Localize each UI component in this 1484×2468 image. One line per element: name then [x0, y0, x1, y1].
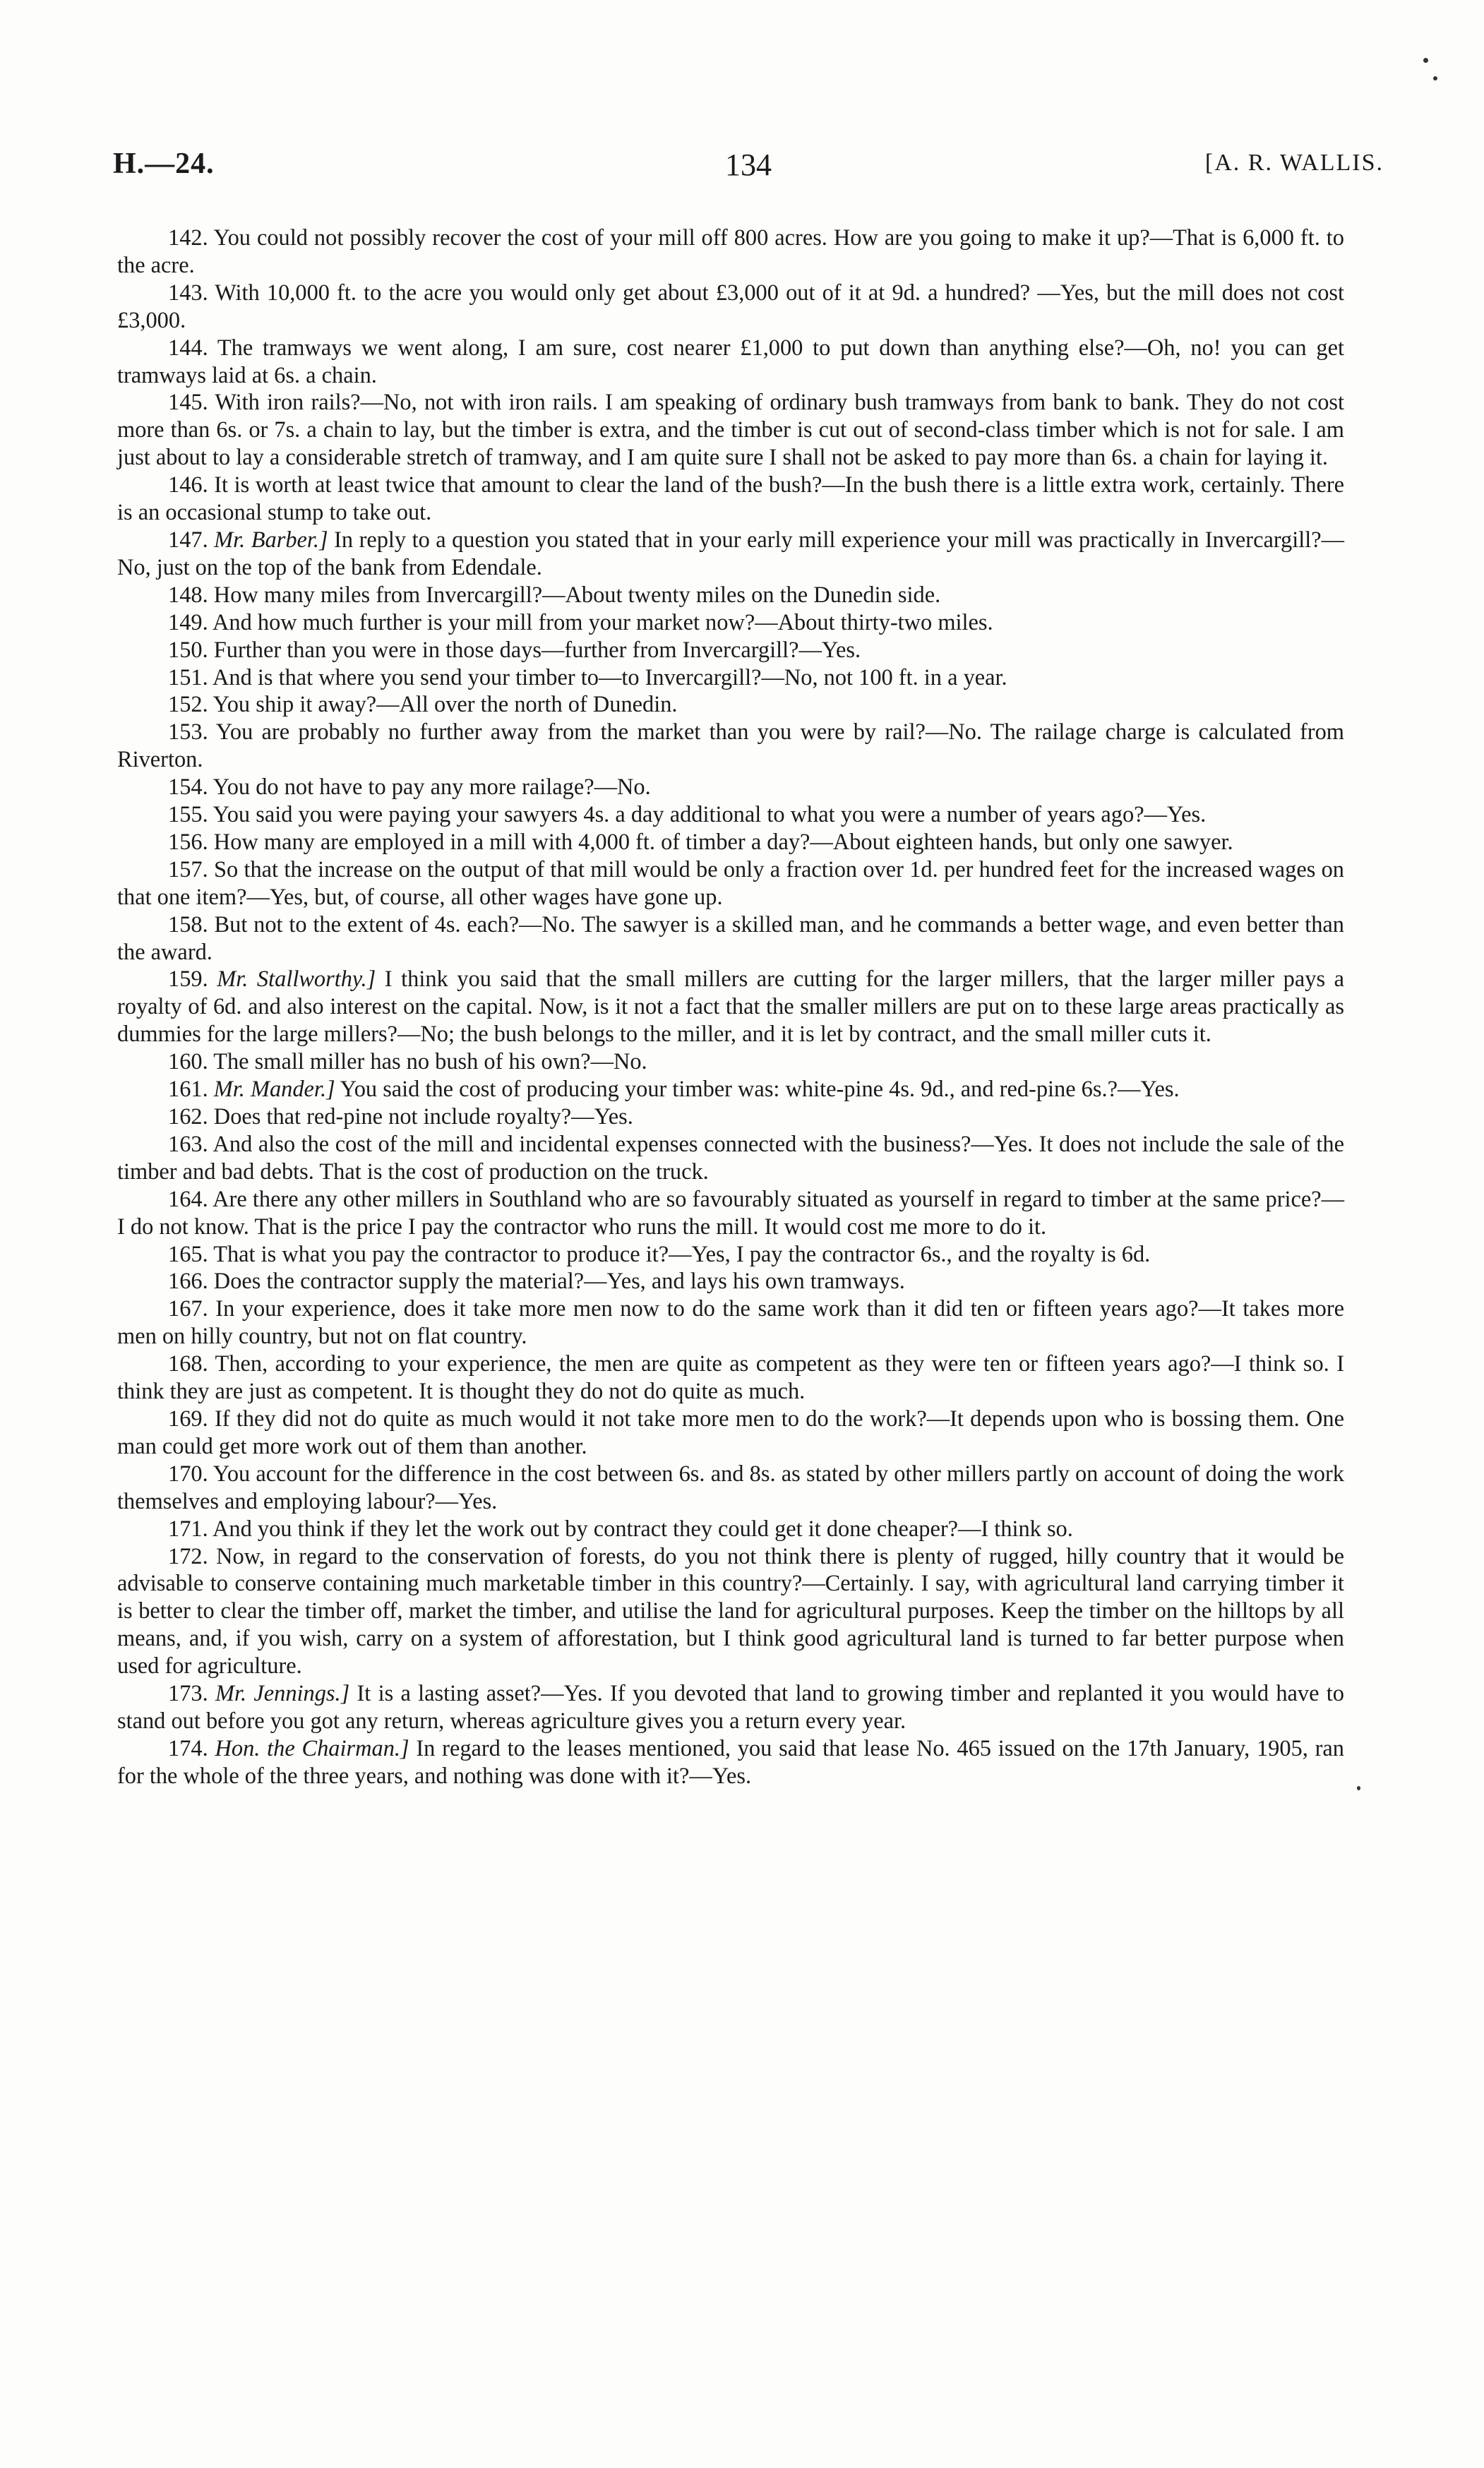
qa-entry — [117, 1295, 1344, 1350]
speaker-name: Mr. Jennings.] — [215, 1681, 350, 1707]
qa-text: Does that red-pine not include royalty?—Yes. — [213, 1104, 633, 1130]
qa-text: With 10,000 ft. to the acre you would only get about £3,000 out of it at 9d. a hundred? —Yes, but the mill does not cost £3,000. — [117, 280, 1344, 333]
page-number: 134 — [725, 148, 772, 182]
question-number: 149. — [168, 609, 208, 635]
qa-entry — [117, 1543, 1344, 1681]
question-number: 166. — [168, 1269, 208, 1295]
question-number: 173. — [168, 1681, 208, 1707]
qa-text: The tramways we went along, I am sure, cost nearer £1,000 to put down than anything else?—Oh, no! you can get tramways laid at 6s. a chain. — [117, 335, 1344, 388]
qa-text: Does the contractor supply the material?—Yes, and lays his own tramways. — [213, 1269, 905, 1295]
speaker-name: Mr. Stallworthy.] — [217, 966, 376, 993]
qa-entry — [117, 801, 1344, 829]
qa-entry — [117, 1076, 1344, 1103]
qa-entry — [117, 389, 1344, 472]
qa-entry — [117, 829, 1344, 856]
qa-text: The small miller has no bush of his own?—No. — [213, 1049, 647, 1075]
speaker-name: Mr. Barber.] — [214, 527, 328, 553]
question-number: 157. — [168, 856, 208, 882]
qa-text: But not to the extent of 4s. each?—No. The sawyer is a skilled man, and he commands a better wage, and even better than the award. — [117, 911, 1344, 965]
qa-entry — [117, 527, 1344, 582]
qa-entry — [117, 1186, 1344, 1241]
qa-text: Now, in regard to the conservation of forests, do you not think there is plenty of rugged, hilly country that it would be advisable to conserve containing much marketable timber in this country?—Certainly. I say, with agricultural land carrying timber it is better to clear the timber off, market the timber, and utilise the land for agricultural purposes. Keep the timber on the hilltops by all means, and, if you wish, carry on a system of afforestation, but I think good agricultural land is turned to far better purpose when used for agriculture. — [117, 1543, 1344, 1679]
qa-entry — [117, 335, 1344, 390]
question-number: 147. — [168, 527, 208, 553]
question-number: 169. — [168, 1406, 208, 1432]
qa-entry — [117, 1350, 1344, 1406]
evidence-text — [117, 224, 1344, 1790]
qa-text: With iron rails?—No, not with iron rails. I am speaking of ordinary bush tramways from bank to bank. They do not cost more than 6s. or 7s. a chain to lay, but the timber is extra, and the timber is cut out of second-class timber which is not for sale. I am just about to lay a considerable stretch of tramway, and I am quite sure I shall not be asked to pay more than 6s. a chain for laying it. — [117, 390, 1344, 471]
qa-entry — [117, 582, 1344, 609]
question-number: 148. — [168, 582, 208, 608]
qa-text: In regard to the leases mentioned, you said that lease No. 465 issued on the 17th January, 1905, ran for the whole of the three years, and nothing was done with it?—Yes. — [117, 1735, 1344, 1789]
qa-entry — [117, 1048, 1344, 1076]
qa-entry — [117, 1268, 1344, 1295]
page-header — [113, 147, 1384, 189]
qa-text: You said you were paying your sawyers 4s. a day additional to what you were a number of years ago?—Yes. — [213, 802, 1207, 828]
scan-speck — [1357, 1786, 1360, 1790]
qa-entry — [117, 637, 1344, 664]
qa-entry — [117, 1735, 1344, 1790]
qa-entry — [117, 280, 1344, 335]
qa-entry — [117, 1406, 1344, 1461]
qa-entry — [117, 966, 1344, 1048]
qa-text: You said the cost of producing your timber was: white-pine 4s. 9d., and red-pine 6s.?—Yes. — [340, 1077, 1180, 1103]
question-number: 168. — [168, 1351, 208, 1377]
qa-text: Are there any other millers in Southland who are so favourably situated as yourself in regard to timber at the same price?—I do not know. That is the price I pay the contractor who runs the mill. It would cost me more to do it. — [117, 1186, 1344, 1240]
qa-entry — [117, 856, 1344, 911]
qa-entry — [117, 774, 1344, 801]
question-number: 155. — [168, 802, 208, 828]
qa-entry — [117, 1680, 1344, 1735]
qa-text: And you think if they let the work out by contract they could get it done cheaper?—I think so. — [213, 1516, 1073, 1542]
qa-text: And also the cost of the mill and incidental expenses connected with the business?—Yes. It does not include the sale of the timber and bad debts. That is the cost of production on the truck. — [117, 1131, 1344, 1185]
question-number: 162. — [168, 1104, 208, 1130]
question-number: 172. — [168, 1543, 208, 1569]
qa-text: And how much further is your mill from your market now?—About thirty-two miles. — [213, 609, 993, 635]
speaker-name: Mr. Mander.] — [213, 1077, 335, 1103]
question-number: 145. — [168, 390, 208, 416]
qa-text: How many are employed in a mill with 4,000 ft. of timber a day?—About eighteen hands, but only one sawyer. — [213, 829, 1233, 855]
question-number: 153. — [168, 719, 208, 745]
qa-text: So that the increase on the output of that mill would be only a fraction over 1d. per hundred feet for the increased wages on that one item?—Yes, but, of course, all other wages have gone up. — [117, 856, 1344, 910]
scan-speck — [1423, 58, 1428, 63]
scan-speck — [1433, 76, 1437, 80]
question-number: 150. — [168, 637, 208, 663]
qa-entry — [117, 1131, 1344, 1186]
qa-text: In reply to a question you stated that in your early mill experience your mill was practically in Invercargill?—No, just on the top of the bank from Edendale. — [117, 527, 1344, 580]
question-number: 163. — [168, 1131, 208, 1157]
question-number: 164. — [168, 1186, 208, 1212]
qa-text: You account for the difference in the cost between 6s. and 8s. as stated by other millers partly on account of doing the work themselves and employing labour?—Yes. — [117, 1461, 1344, 1514]
question-number: 143. — [168, 280, 208, 306]
question-number: 156. — [168, 829, 208, 855]
qa-entry — [117, 664, 1344, 692]
question-number: 160. — [168, 1049, 208, 1075]
question-number: 165. — [168, 1241, 208, 1267]
document-reference: H.—24. — [113, 148, 215, 180]
question-number: 152. — [168, 692, 208, 718]
question-number: 142. — [168, 225, 208, 251]
qa-entry — [117, 1516, 1344, 1543]
qa-text: Then, according to your experience, the men are quite as competent as they were ten or fifteen years ago?—I think so. I think they are just as competent. It is thought they do not do quite as much. — [117, 1351, 1344, 1405]
qa-entry — [117, 1103, 1344, 1131]
qa-entry — [117, 911, 1344, 966]
qa-text: It is worth at least twice that amount to clear the land of the bush?—In the bush there is a little extra work, certainly. There is an occasional stump to take out. — [117, 472, 1344, 526]
qa-entry — [117, 719, 1344, 774]
qa-entry — [117, 472, 1344, 527]
witness-name: [A. R. WALLIS. — [1204, 150, 1384, 176]
question-number: 146. — [168, 472, 208, 498]
question-number: 171. — [168, 1516, 208, 1542]
question-number: 159. — [168, 966, 208, 993]
qa-text: You could not possibly recover the cost of your mill off 800 acres. How are you going to make it up?—That is 6,000 ft. to the acre. — [117, 225, 1344, 278]
qa-text: You do not have to pay any more railage?—No. — [213, 774, 651, 801]
qa-text: I think you said that the small millers are cutting for the larger millers, that the larger miller pays a royalty of 6d. and also interest on the capital. Now, is it not a fact that the smaller millers are put on to these large areas practically as dummies for the large millers?—No; the bush belongs to the miller, and it is let by contract, and the small miller cuts it. — [117, 966, 1344, 1048]
qa-text: In your experience, does it take more men now to do the same work than it did ten or fifteen years ago?—It takes more men on hilly country, but not on flat country. — [117, 1296, 1345, 1350]
qa-text: That is what you pay the contractor to produce it?—Yes, I pay the contractor 6s., and the royalty is 6d. — [213, 1241, 1151, 1267]
question-number: 170. — [168, 1461, 208, 1487]
question-number: 154. — [168, 774, 208, 801]
qa-text: If they did not do quite as much would it not take more men to do the work?—It depends upon who is bossing them. One man could get more work out of them than another. — [117, 1406, 1344, 1459]
qa-entry — [117, 1241, 1344, 1269]
qa-text: And is that where you send your timber to—to Invercargill?—No, not 100 ft. in a year. — [213, 664, 1007, 690]
qa-text: Further than you were in those days—further from Invercargill?—Yes. — [213, 637, 861, 663]
qa-entry — [117, 691, 1344, 719]
qa-text: It is a lasting asset?—Yes. If you devoted that land to growing timber and replanted it you would have to stand out before you got any return, whereas agriculture gives you a return every year. — [117, 1681, 1344, 1734]
qa-text: You ship it away?—All over the north of Dunedin. — [213, 692, 678, 718]
speaker-name: Hon. the Chairman.] — [215, 1735, 409, 1761]
question-number: 174. — [168, 1735, 208, 1761]
qa-entry — [117, 1461, 1344, 1516]
qa-text: You are probably no further away from the market than you were by rail?—No. The railage charge is calculated from Riverton. — [117, 719, 1344, 773]
qa-entry — [117, 609, 1344, 637]
question-number: 158. — [168, 911, 208, 938]
qa-entry — [117, 224, 1344, 280]
question-number: 151. — [168, 664, 208, 690]
question-number: 167. — [168, 1296, 208, 1322]
question-number: 161. — [168, 1077, 208, 1103]
question-number: 144. — [168, 335, 208, 361]
qa-text: How many miles from Invercargill?—About twenty miles on the Dunedin side. — [213, 582, 941, 608]
